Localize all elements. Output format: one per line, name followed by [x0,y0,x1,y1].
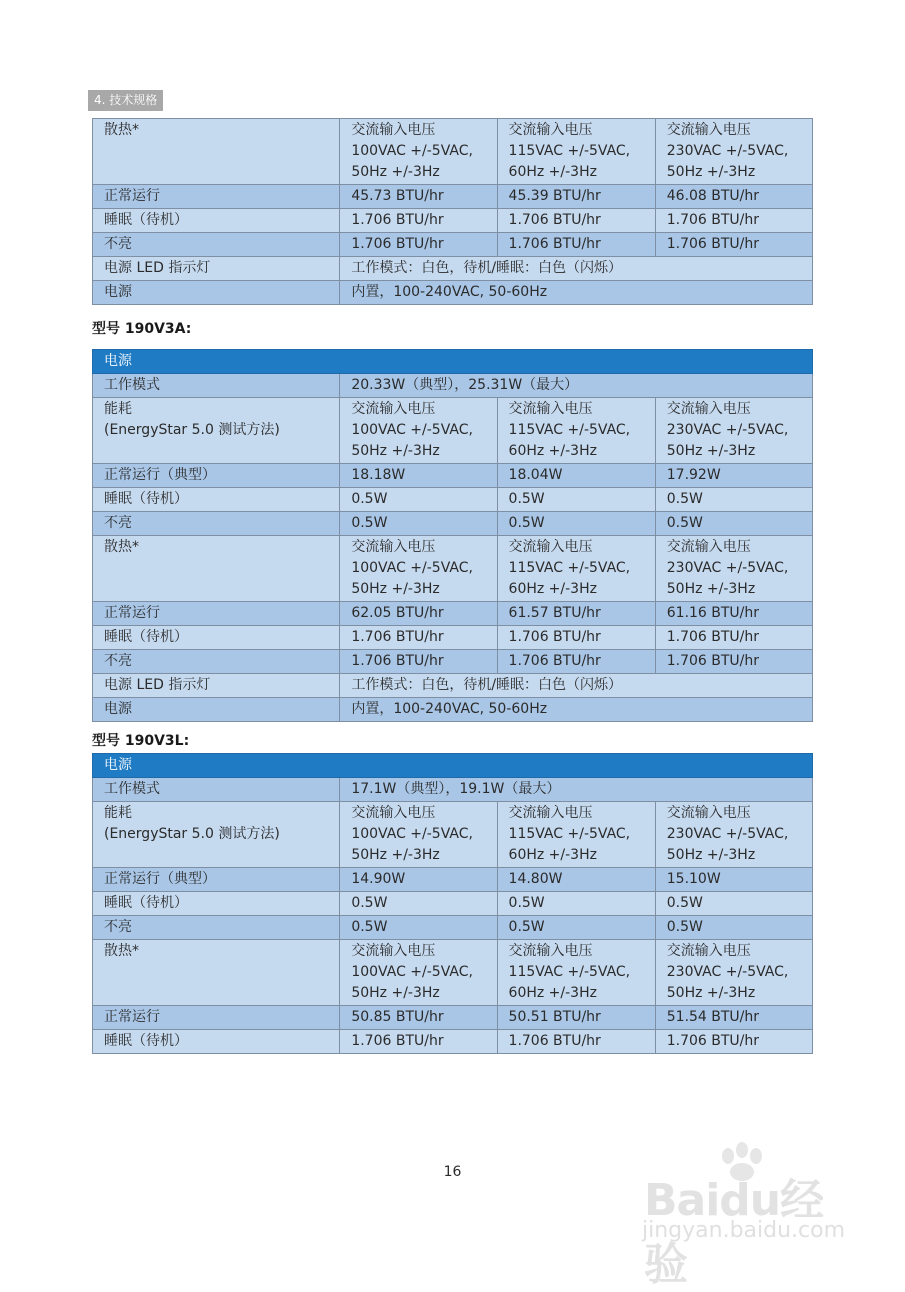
value-cell [497,464,655,488]
row-label-cell [93,916,340,940]
row-label-cell [93,536,340,602]
cell-text: 100VAC +/-5VAC, [351,143,473,159]
cell-text: 0.5W [351,491,388,507]
cell-text: 交流输入电压 [351,943,436,959]
value-cell [340,674,813,698]
cell-text: 115VAC +/-5VAC, [508,422,631,438]
value-cell [655,536,812,602]
cell-text: 18.04W [508,467,563,483]
cell-text: 50Hz +/-3Hz [351,443,440,459]
value-cell [655,488,812,512]
table-row [93,940,813,1006]
cell-text: 1.706 BTU/hr [351,653,444,669]
watermark-url: jingyan.baidu.com [642,1218,846,1243]
table-row [93,650,813,674]
cell-text: 45.39 BTU/hr [508,188,601,204]
value-cell [497,233,655,257]
cell-text: 交流输入电压 [351,805,436,821]
cell-text: 0.5W [351,515,388,531]
table-row [93,536,813,602]
cell-text: 不亮 [104,919,132,935]
cell-text: 交流输入电压 [666,401,751,417]
row-label-cell [93,209,340,233]
cell-text: 散热* [104,539,139,555]
cell-text: 散热* [104,943,139,959]
cell-text: 46.08 BTU/hr [666,188,760,204]
cell-text: 100VAC +/-5VAC, [351,422,473,438]
value-cell [340,940,497,1006]
row-label-cell [93,868,340,892]
cell-text: 62.05 BTU/hr [351,605,444,621]
value-cell [340,488,497,512]
value-cell [340,119,497,185]
row-label-cell [93,802,340,868]
cell-text: 交流输入电压 [508,805,593,821]
cell-text: 0.5W [666,491,703,507]
value-cell [655,209,812,233]
cell-text: 交流输入电压 [666,122,751,138]
cell-text: 散热* [104,122,139,138]
cell-text: 50Hz +/-3Hz [666,164,756,180]
row-label-cell [93,512,340,536]
cell-text: 0.5W [508,895,545,911]
model-title-190v3a: 型号 190V3A: [92,321,192,337]
cell-text: 能耗 [104,401,132,417]
value-cell [340,398,497,464]
cell-text: 1.706 BTU/hr [508,1033,601,1049]
cell-text: 230VAC +/-5VAC, [666,143,789,159]
value-cell [655,940,812,1006]
cell-text: 50Hz +/-3Hz [351,581,440,597]
cell-text: 60Hz +/-3Hz [508,164,597,180]
value-cell [340,281,813,305]
value-cell [340,892,497,916]
cell-text: 交流输入电压 [351,401,436,417]
cell-text: 1.706 BTU/hr [508,629,601,645]
value-cell [655,119,812,185]
cell-text: 50Hz +/-3Hz [666,581,756,597]
value-cell [655,1006,812,1030]
cell-text: 1.706 BTU/hr [508,212,601,228]
cell-text: 交流输入电压 [508,539,593,555]
cell-text: (EnergyStar 5.0 测试方法) [104,422,280,438]
value-cell [340,464,497,488]
cell-text: 14.90W [351,871,406,887]
table-row [93,209,813,233]
cell-text: 60Hz +/-3Hz [508,847,597,863]
cell-text: 1.706 BTU/hr [508,236,601,252]
baidu-watermark [640,1142,860,1290]
value-cell [497,185,655,209]
cell-text: 0.5W [508,515,545,531]
table-row [93,464,813,488]
cell-text: 60Hz +/-3Hz [508,581,597,597]
value-cell [497,1030,655,1054]
cell-text: 不亮 [104,653,132,669]
value-cell [340,868,497,892]
value-cell [340,698,813,722]
row-label-cell [93,674,340,698]
cell-text: 1.706 BTU/hr [666,1033,760,1049]
value-cell [497,802,655,868]
cell-text: 0.5W [666,895,703,911]
cell-text: 工作模式 [104,377,160,393]
value-cell [655,802,812,868]
cell-text: 内置，100-240VAC, 50-60Hz [351,284,548,300]
row-label-cell [93,374,340,398]
cell-text: 0.5W [666,919,703,935]
table-row [93,233,813,257]
cell-text: 230VAC +/-5VAC, [666,826,789,842]
power-spec-table-190v3a [92,349,813,722]
cell-text: 50Hz +/-3Hz [666,847,756,863]
value-cell [655,398,812,464]
cell-text: 50Hz +/-3Hz [666,985,756,1001]
table-row [93,374,813,398]
cell-text: 115VAC +/-5VAC, [508,826,631,842]
value-cell [497,512,655,536]
cell-text: 正常运行 [104,1009,160,1025]
row-label-cell [93,892,340,916]
cell-text: 正常运行 [104,188,160,204]
cell-text: 17.92W [666,467,721,483]
cell-text: 61.16 BTU/hr [666,605,760,621]
value-cell [497,209,655,233]
cell-text: 1.706 BTU/hr [351,236,444,252]
value-cell [340,802,497,868]
value-cell [655,626,812,650]
value-cell [340,916,497,940]
cell-text: 1.706 BTU/hr [508,653,601,669]
cell-text: 230VAC +/-5VAC, [666,560,789,576]
value-cell [340,233,497,257]
value-cell [497,1006,655,1030]
cell-text: 睡眠（待机） [104,629,188,645]
cell-text: 工作模式：白色，待机/睡眠：白色（闪烁） [351,260,623,276]
value-cell [340,512,497,536]
value-cell [340,778,813,802]
row-label-cell [93,398,340,464]
cell-text: 不亮 [104,515,132,531]
cell-text: 115VAC +/-5VAC, [508,964,631,980]
cell-text: 交流输入电压 [666,805,751,821]
table-row [93,778,813,802]
cell-text: 0.5W [508,919,545,935]
row-label-cell [93,650,340,674]
cell-text: (EnergyStar 5.0 测试方法) [104,826,280,842]
table-row [93,119,813,185]
value-cell [655,512,812,536]
row-label-cell [93,940,340,1006]
cell-text: 交流输入电压 [508,401,593,417]
cell-text: 20.33W（典型），25.31W（最大） [351,377,579,393]
cell-text: 1.706 BTU/hr [351,1033,444,1049]
table-row [93,257,813,281]
cell-text: 1.706 BTU/hr [666,236,760,252]
value-cell [655,916,812,940]
cell-text: 50Hz +/-3Hz [351,985,440,1001]
cell-text: 电源 [104,701,132,717]
cell-text: 14.80W [508,871,563,887]
table-row [93,802,813,868]
heat-dissipation-table [92,118,813,305]
power-spec-table-190v3l [92,753,813,1054]
cell-text: 正常运行（典型） [104,871,216,887]
value-cell [340,1006,497,1030]
cell-text: 能耗 [104,805,132,821]
cell-text: 100VAC +/-5VAC, [351,560,473,576]
row-label-cell [93,464,340,488]
cell-text: 1.706 BTU/hr [351,212,444,228]
cell-text: 18.18W [351,467,406,483]
cell-text: 交流输入电压 [508,122,593,138]
cell-text: 睡眠（待机） [104,895,188,911]
table-row [93,698,813,722]
cell-text: 50Hz +/-3Hz [351,847,440,863]
value-cell [497,119,655,185]
value-cell [497,398,655,464]
row-label-cell [93,281,340,305]
cell-text: 50Hz +/-3Hz [351,164,440,180]
table-row [93,488,813,512]
model-title-190v3l: 型号 190V3L: [92,733,190,749]
cell-text: 0.5W [666,515,703,531]
table-section-header [93,350,813,374]
row-label-cell [93,698,340,722]
value-cell [497,488,655,512]
page-number: 16 [443,1164,462,1180]
cell-text: 电源 LED 指示灯 [104,260,211,276]
section-tag: 4. 技术规格 [88,90,163,111]
cell-text: 工作模式 [104,781,160,797]
cell-text: 正常运行 [104,605,160,621]
cell-text: 交流输入电压 [351,539,436,555]
row-label-cell [93,119,340,185]
row-label-cell [93,1006,340,1030]
cell-text: 1.706 BTU/hr [666,212,760,228]
table-row [93,512,813,536]
value-cell [340,257,813,281]
table-row [93,1030,813,1054]
value-cell [655,868,812,892]
cell-text: 1.706 BTU/hr [666,629,760,645]
value-cell [340,185,497,209]
value-cell [655,892,812,916]
cell-text: 电源 [104,757,132,773]
cell-text: 内置，100-240VAC, 50-60Hz [351,701,548,717]
value-cell [340,1030,497,1054]
cell-text: 1.706 BTU/hr [666,653,760,669]
cell-text: 51.54 BTU/hr [666,1009,760,1025]
row-label-cell [93,602,340,626]
cell-text: 45.73 BTU/hr [351,188,444,204]
cell-text: 交流输入电压 [666,943,751,959]
row-label-cell [93,257,340,281]
cell-text: 17.1W（典型），19.1W（最大） [351,781,561,797]
value-cell [340,626,497,650]
value-cell [497,650,655,674]
value-cell [655,650,812,674]
value-cell [340,602,497,626]
value-cell [497,892,655,916]
cell-text: 115VAC +/-5VAC, [508,143,631,159]
cell-text: 100VAC +/-5VAC, [351,826,473,842]
row-label-cell [93,488,340,512]
table-row [93,1006,813,1030]
cell-text: 0.5W [351,919,388,935]
table-row [93,398,813,464]
cell-text: 正常运行（典型） [104,467,216,483]
cell-text: 睡眠（待机） [104,212,188,228]
cell-text: 230VAC +/-5VAC, [666,964,789,980]
watermark-logo: Baidu经验 [644,1175,824,1290]
row-label-cell [93,233,340,257]
value-cell [340,650,497,674]
cell-text: 工作模式：白色，待机/睡眠：白色（闪烁） [351,677,623,693]
value-cell [497,868,655,892]
value-cell [497,536,655,602]
value-cell [655,1030,812,1054]
cell-text: 电源 [104,284,132,300]
cell-text: 60Hz +/-3Hz [508,985,597,1001]
row-label-cell [93,754,813,778]
cell-text: 100VAC +/-5VAC, [351,964,473,980]
cell-text: 交流输入电压 [351,122,436,138]
value-cell [497,626,655,650]
table-section-header [93,754,813,778]
cell-text: 61.57 BTU/hr [508,605,601,621]
row-label-cell [93,1030,340,1054]
cell-text: 交流输入电压 [666,539,751,555]
cell-text: 50Hz +/-3Hz [666,443,756,459]
table-row [93,602,813,626]
table-row [93,674,813,698]
table-row [93,281,813,305]
cell-text: 睡眠（待机） [104,491,188,507]
value-cell [655,185,812,209]
row-label-cell [93,185,340,209]
cell-text: 0.5W [508,491,545,507]
table-row [93,892,813,916]
value-cell [655,464,812,488]
value-cell [497,940,655,1006]
value-cell [340,536,497,602]
row-label-cell [93,778,340,802]
cell-text: 115VAC +/-5VAC, [508,560,631,576]
cell-text: 1.706 BTU/hr [351,629,444,645]
value-cell [497,916,655,940]
table-row [93,916,813,940]
row-label-cell [93,626,340,650]
table-row [93,868,813,892]
cell-text: 不亮 [104,236,132,252]
cell-text: 电源 [104,353,132,369]
value-cell [340,209,497,233]
cell-text: 睡眠（待机） [104,1033,188,1049]
value-cell [655,602,812,626]
value-cell [497,602,655,626]
cell-text: 15.10W [666,871,721,887]
cell-text: 60Hz +/-3Hz [508,443,597,459]
cell-text: 电源 LED 指示灯 [104,677,211,693]
row-label-cell [93,350,813,374]
table-row [93,626,813,650]
cell-text: 0.5W [351,895,388,911]
value-cell [340,374,813,398]
value-cell [655,233,812,257]
cell-text: 230VAC +/-5VAC, [666,422,789,438]
cell-text: 50.51 BTU/hr [508,1009,601,1025]
cell-text: 交流输入电压 [508,943,593,959]
cell-text: 50.85 BTU/hr [351,1009,444,1025]
table-row [93,185,813,209]
